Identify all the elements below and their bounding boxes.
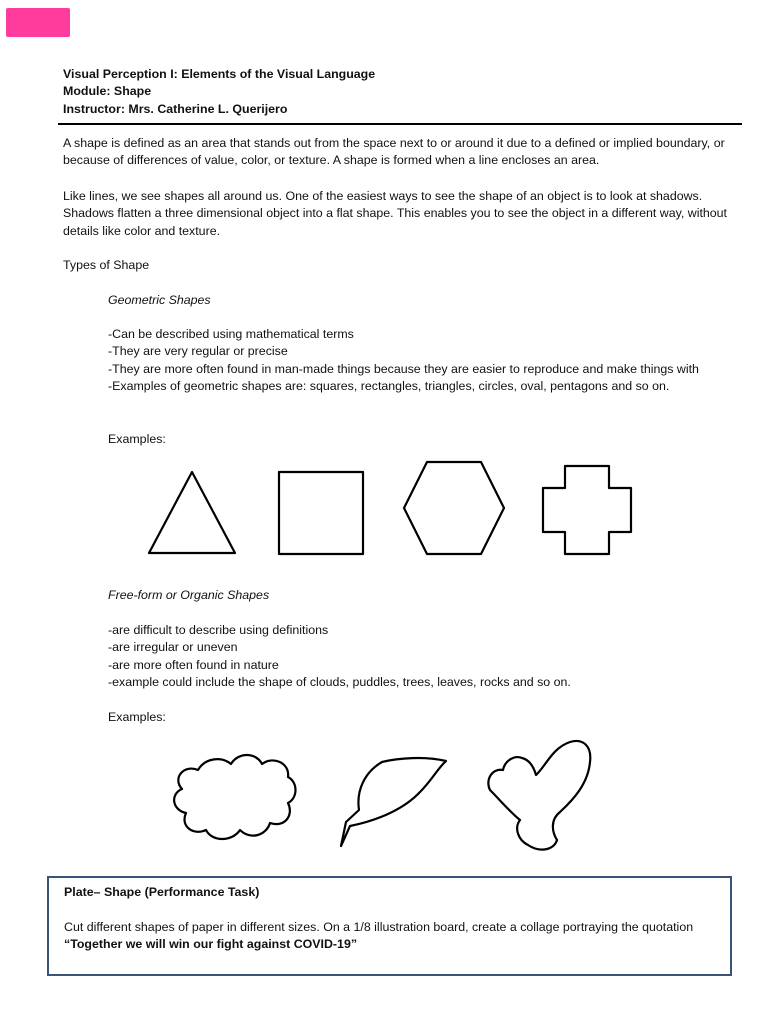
list-item: -are more often found in nature [108, 657, 279, 672]
blob-shape [488, 741, 590, 850]
cloud-shape [174, 755, 295, 839]
hexagon-shape [404, 462, 504, 554]
square-shape [279, 472, 363, 554]
organic-examples-label: Examples: [108, 710, 166, 724]
leaf-shape [341, 758, 446, 846]
list-item: -are irregular or uneven [108, 640, 238, 655]
triangle-shape [149, 472, 235, 553]
intro-paragraph-2: Like lines, we see shapes all around us. One of the easiest ways to see the shape of an object is to look at shadows. Shadows flatten a three dimensional object into a flat shape. This enables you to see the object in a different way, without details like color and texture. [63, 189, 727, 238]
list-item: -They are very regular or precise [108, 344, 288, 359]
types-heading: Types of Shape [63, 258, 150, 272]
course-title: Visual Perception I: Elements of the Visual Language [63, 67, 376, 81]
geometric-title: Geometric Shapes [108, 293, 211, 307]
task-body-text: Cut different shapes of paper in different sizes. On a 1/8 illustration board, create a collage portraying the quotation [64, 920, 694, 934]
intro-paragraph-1: A shape is defined as an area that stands out from the space next to or around it due to a defined or implied boundary, or because of differences of value, color, or texture. A shape is formed when a line encloses an area. [63, 136, 725, 168]
organic-title: Free-form or Organic Shapes [108, 588, 270, 602]
list-item: -Can be described using mathematical terms [108, 327, 354, 341]
list-item: -Examples of geometric shapes are: squares, rectangles, triangles, circles, oval, pentagons and so on. [108, 379, 670, 394]
geometric-examples-label: Examples: [108, 432, 166, 446]
list-item: -They are more often found in man-made things because they are easier to reproduce and make things with [108, 361, 699, 376]
module-label: Module: Shape [63, 84, 152, 99]
performance-task-box [47, 876, 732, 976]
list-item: -are difficult to describe using definitions [108, 623, 329, 637]
task-quote: “Together we will win our fight against COVID-19” [64, 937, 358, 952]
cross-shape [543, 466, 631, 554]
instructor-label: Instructor: Mrs. Catherine L. Querijero [63, 101, 288, 116]
task-description [64, 919, 724, 954]
list-item: -example could include the shape of clouds, puddles, trees, leaves, rocks and so on. [108, 675, 571, 690]
task-title: Plate– Shape (Performance Task) [64, 885, 260, 899]
